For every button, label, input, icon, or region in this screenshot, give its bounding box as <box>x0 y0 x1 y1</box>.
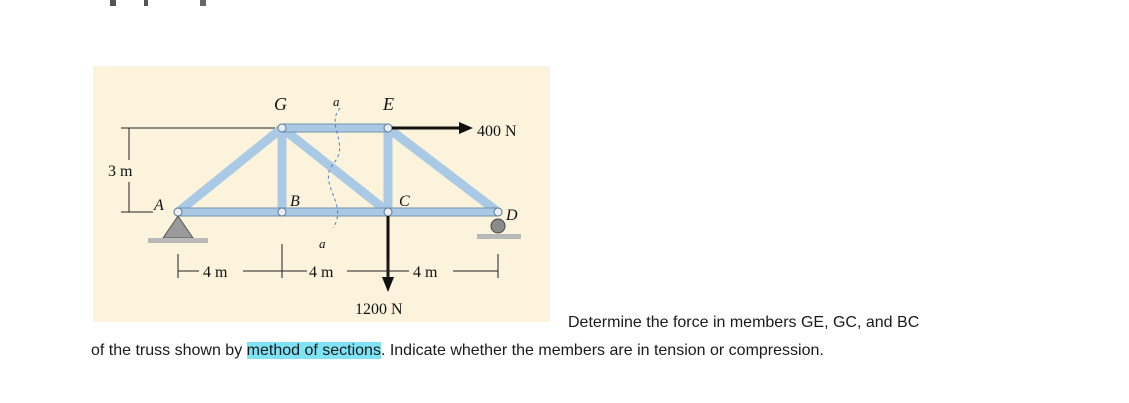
highlighted-phrase: method of sections <box>246 342 381 359</box>
pin-support-A <box>148 216 208 243</box>
joint-D <box>494 208 502 216</box>
truss-diagram <box>93 66 550 322</box>
node-label-C: C <box>399 193 410 210</box>
node-label-B: B <box>290 193 300 210</box>
node-label-G: G <box>274 94 287 114</box>
truss-members <box>178 128 498 212</box>
joint-B <box>278 208 286 216</box>
problem-text-line-2-start: of the truss shown by <box>91 342 247 359</box>
joint-A <box>174 208 182 216</box>
joint-C <box>384 208 392 216</box>
node-label-E: E <box>383 94 394 114</box>
span-label-2: 4 m <box>309 264 334 281</box>
joint-E <box>384 124 392 132</box>
member-AG <box>178 128 282 212</box>
span-label-3: 4 m <box>413 264 438 281</box>
horizontal-load-label: 400 N <box>477 123 517 140</box>
problem-text-line-2 <box>91 342 824 360</box>
vertical-load-label: 1200 N <box>355 301 403 318</box>
joint-G <box>278 124 286 132</box>
span-label-1: 4 m <box>203 264 228 281</box>
vertical-load-arrow <box>382 216 394 292</box>
node-label-D: D <box>506 207 518 224</box>
height-dimension-label: 3 m <box>108 163 133 180</box>
node-label-A: A <box>154 197 164 214</box>
cropped-text-fragment <box>110 0 250 6</box>
problem-text-line-2-end: . Indicate whether the members are in tension or compression. <box>380 342 824 359</box>
section-label-top: a <box>333 94 340 109</box>
truss-figure <box>93 66 550 322</box>
horizontal-load-arrow <box>392 122 473 134</box>
problem-text-line-1: Determine the force in members GE, GC, and BC <box>568 314 920 331</box>
section-label-bottom: a <box>319 236 326 251</box>
